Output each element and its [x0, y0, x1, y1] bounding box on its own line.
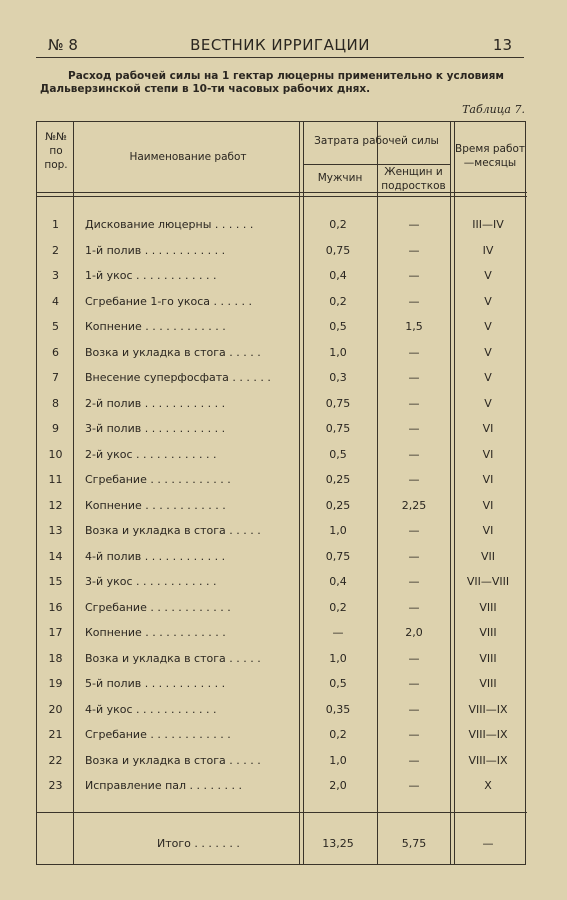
row-women: — [408, 422, 420, 435]
row-time: VII—VIII [466, 575, 510, 588]
row-time: V [484, 294, 492, 308]
header-rule [36, 57, 524, 58]
page-header [36, 34, 524, 56]
row-number: 13 [48, 524, 63, 537]
row-men: 1,0 [329, 524, 347, 537]
row-time: V [484, 396, 492, 410]
row-work: 2-й полив . . . . . . . . . . . . [85, 396, 226, 410]
row-number: 10 [48, 447, 63, 461]
total-time: — [482, 837, 494, 850]
row-women: 1,5 [405, 320, 423, 333]
table-row [37, 774, 527, 800]
row-work: Копнение . . . . . . . . . . . . [85, 320, 226, 333]
row-men: 0,4 [329, 269, 347, 282]
total-rule [37, 812, 527, 813]
row-men: 0,2 [329, 218, 347, 231]
row-work: 1-й укос . . . . . . . . . . . . [85, 269, 217, 282]
row-time: VII [480, 549, 495, 563]
row-work: 5-й полив . . . . . . . . . . . . [85, 677, 226, 690]
row-time: III—IV [472, 218, 504, 231]
table-label: Таблица 7. [462, 103, 525, 116]
col-header-men: Мужчин [317, 172, 363, 184]
row-men: 0,2 [329, 294, 347, 308]
row-men: 0,25 [325, 473, 351, 486]
row-time: VIII [479, 626, 497, 639]
row-number: 19 [48, 677, 63, 690]
row-women: — [408, 728, 420, 741]
row-number: 2 [52, 243, 59, 257]
total-women: 5,75 [401, 837, 427, 850]
row-men: 1,0 [329, 345, 347, 359]
row-men: 0,3 [329, 371, 347, 384]
row-men: 1,0 [329, 753, 347, 767]
table-row [37, 366, 527, 392]
row-work: Исправление пал . . . . . . . . [85, 779, 242, 792]
row-number: 7 [52, 371, 59, 384]
row-men: 0,75 [325, 549, 351, 563]
row-time: IV [482, 243, 494, 257]
row-women: 2,25 [401, 498, 427, 512]
row-women: — [408, 473, 420, 486]
row-work: 4-й укос . . . . . . . . . . . . [85, 702, 217, 716]
row-work: Копнение . . . . . . . . . . . . [85, 498, 226, 512]
table-row [37, 213, 527, 239]
row-work: 1-й полив . . . . . . . . . . . . [85, 243, 226, 257]
col-header-women: Женщин и подростков [381, 166, 446, 192]
row-time: X [484, 779, 492, 792]
row-women: — [408, 702, 420, 716]
table-row [37, 596, 527, 622]
row-time: VIII—IX [468, 753, 508, 767]
row-women: — [408, 243, 420, 257]
table-row [37, 749, 527, 775]
row-women: — [408, 549, 420, 563]
table-row [37, 290, 527, 316]
row-men: — [332, 626, 344, 639]
row-women: — [408, 269, 420, 282]
row-women: — [408, 651, 420, 665]
page-number: 13 [492, 36, 512, 54]
row-time: V [484, 371, 492, 384]
row-men: 0,5 [329, 320, 347, 333]
row-women: — [408, 779, 420, 792]
row-men: 0,5 [329, 677, 347, 690]
table-row [37, 519, 527, 545]
table-row [37, 723, 527, 749]
row-men: 0,35 [325, 702, 351, 716]
row-time: VI [482, 473, 494, 486]
row-work: Дискование люцерны . . . . . . [85, 218, 254, 231]
row-time: V [484, 345, 492, 359]
row-work: Сгребание . . . . . . . . . . . . [85, 728, 231, 741]
row-work: 2-й укос . . . . . . . . . . . . [85, 447, 217, 461]
row-men: 0,2 [329, 728, 347, 741]
row-number: 16 [48, 600, 63, 614]
header-rule-bottom-2 [37, 196, 527, 197]
row-men: 0,4 [329, 575, 347, 588]
row-time: VIII [479, 651, 497, 665]
row-time: V [484, 320, 492, 333]
labor-table [36, 121, 526, 865]
row-time: VI [482, 498, 494, 512]
row-work: Возка и укладка в стога . . . . . [85, 753, 261, 767]
total-men: 13,25 [322, 837, 354, 850]
journal-title: ВЕСТНИК ИРРИГАЦИИ [190, 36, 370, 54]
row-work: 4-й полив . . . . . . . . . . . . [85, 549, 226, 563]
row-men: 0,75 [325, 422, 351, 435]
row-women: — [408, 677, 420, 690]
row-women: 2,0 [405, 626, 423, 639]
table-caption: Расход рабочей силы на 1 гектар люцерны применительно к условиям Дальверзинской степи в 10-ти часовых рабочих днях. [40, 70, 504, 95]
table-row [37, 468, 527, 494]
row-number: 22 [48, 753, 63, 767]
row-women: — [408, 218, 420, 231]
row-number: 3 [52, 269, 59, 282]
row-number: 5 [52, 320, 59, 333]
table-row [37, 443, 527, 469]
row-number: 14 [48, 549, 63, 563]
row-work: Копнение . . . . . . . . . . . . [85, 626, 226, 639]
row-time: VI [482, 447, 494, 461]
row-time: VIII—IX [468, 728, 508, 741]
row-work: Сгребание . . . . . . . . . . . . [85, 473, 231, 486]
row-number: 6 [52, 345, 59, 359]
total-label: Итого . . . . . . . [157, 837, 240, 850]
row-women: — [408, 524, 420, 537]
row-men: 1,0 [329, 651, 347, 665]
row-work: 3-й полив . . . . . . . . . . . . [85, 422, 226, 435]
row-women: — [408, 600, 420, 614]
row-time: V [484, 269, 492, 282]
row-number: 17 [48, 626, 63, 639]
table-row [37, 392, 527, 418]
row-women: — [408, 447, 420, 461]
row-time: VI [482, 422, 494, 435]
row-women: — [408, 575, 420, 588]
col-header-work: Наименование работ [129, 151, 247, 163]
row-number: 4 [52, 294, 59, 308]
table-row [37, 264, 527, 290]
row-men: 2,0 [329, 779, 347, 792]
row-men: 0,75 [325, 243, 351, 257]
row-time: VIII—IX [468, 702, 508, 716]
issue-number: № 8 [48, 36, 78, 54]
table-row [37, 698, 527, 724]
row-men: 0,5 [329, 447, 347, 461]
row-work: Возка и укладка в стога . . . . . [85, 651, 261, 665]
row-work: 3-й укос . . . . . . . . . . . . [85, 575, 217, 588]
row-women: — [408, 396, 420, 410]
row-number: 8 [52, 396, 59, 410]
row-work: Внесение суперфосфата . . . . . . [85, 371, 271, 384]
row-number: 18 [48, 651, 63, 665]
row-number: 12 [48, 498, 63, 512]
row-work: Сгребание 1-го укоса . . . . . . [85, 294, 252, 308]
row-men: 0,25 [325, 498, 351, 512]
row-number: 1 [52, 218, 59, 231]
row-number: 23 [48, 779, 63, 792]
row-time: VI [482, 524, 494, 537]
table-row [37, 621, 527, 647]
table-row [37, 315, 527, 341]
table-row [37, 545, 527, 571]
row-work: Возка и укладка в стога . . . . . [85, 524, 261, 537]
table-row [37, 672, 527, 698]
row-number: 11 [48, 473, 63, 486]
row-men: 0,75 [325, 396, 351, 410]
row-number: 20 [48, 702, 63, 716]
row-time: VIII [479, 600, 497, 614]
col-header-labor: Затрата рабочей силы [314, 135, 439, 147]
table-row [37, 647, 527, 673]
table-row [37, 341, 527, 367]
row-number: 9 [52, 422, 59, 435]
row-work: Возка и укладка в стога . . . . . [85, 345, 261, 359]
row-number: 21 [48, 728, 63, 741]
row-men: 0,2 [329, 600, 347, 614]
row-women: — [408, 753, 420, 767]
row-time: VIII [479, 677, 497, 690]
table-row [37, 239, 527, 265]
header-rule-bottom [37, 192, 527, 193]
row-women: — [408, 345, 420, 359]
row-women: — [408, 294, 420, 308]
table-row [37, 570, 527, 596]
row-women: — [408, 371, 420, 384]
row-work: Сгребание . . . . . . . . . . . . [85, 600, 231, 614]
table-row [37, 494, 527, 520]
table-row [37, 417, 527, 443]
col-header-time: Время работ—месяцы [454, 143, 526, 169]
col-header-num: №№ по пор. [44, 131, 68, 171]
row-number: 15 [48, 575, 63, 588]
